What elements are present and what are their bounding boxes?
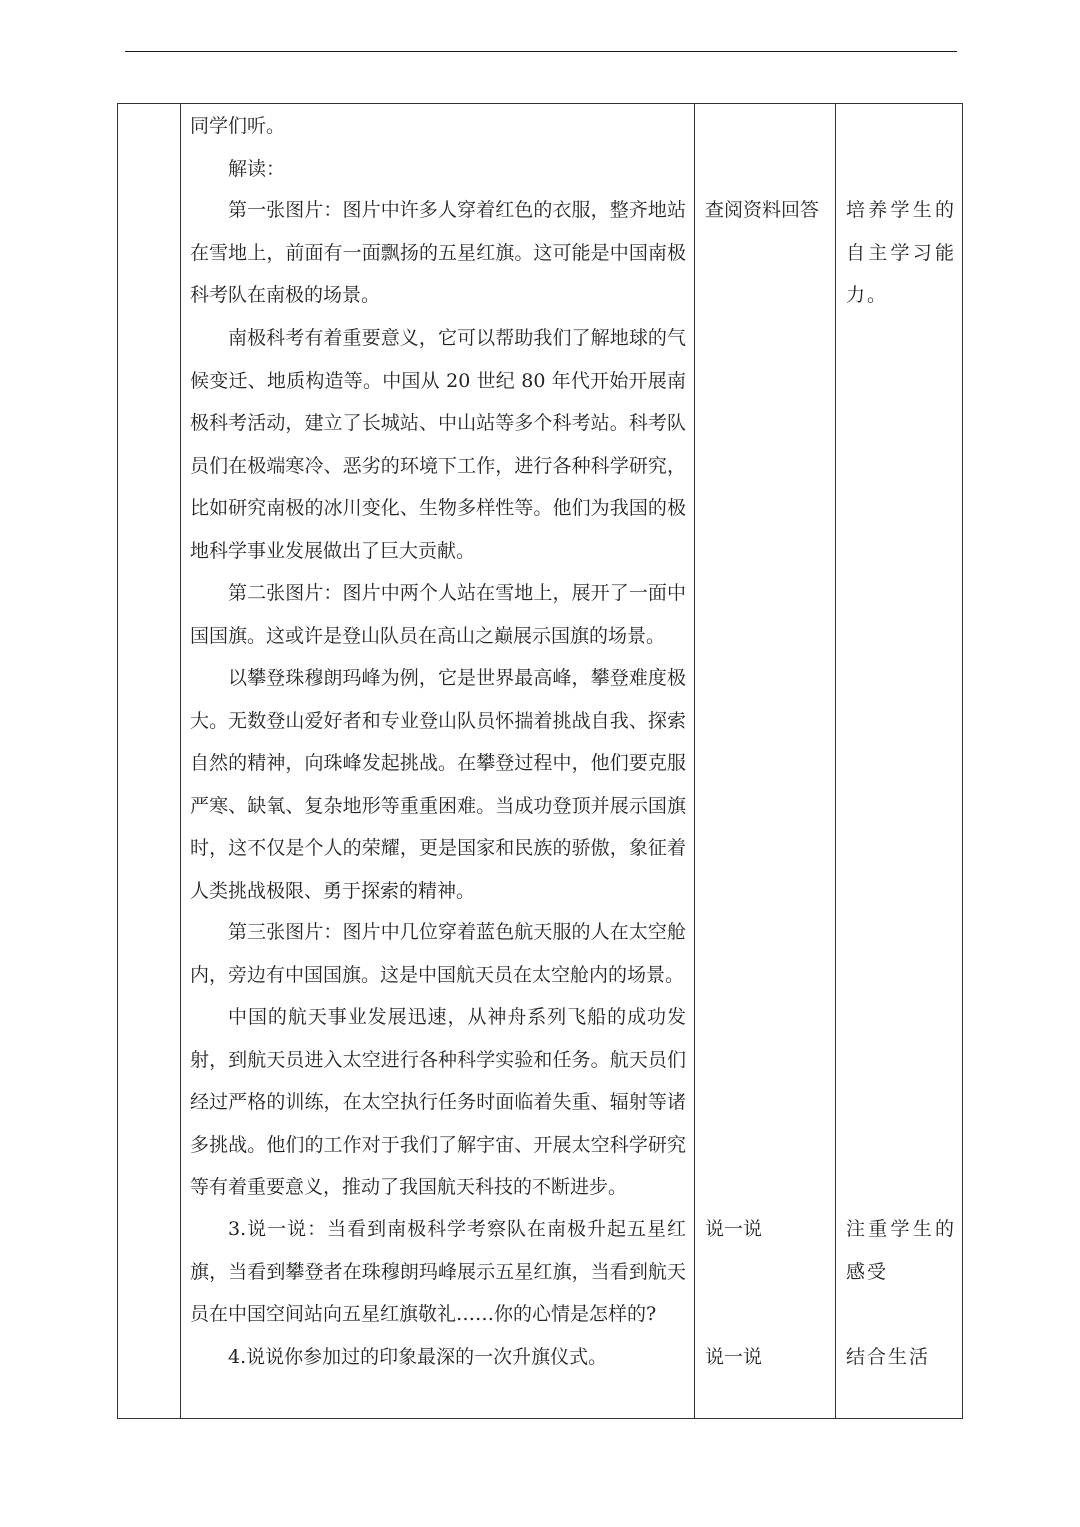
- student-activity-1: 查阅资料回答: [705, 199, 820, 221]
- design-intent-3: 结合生活: [846, 1346, 931, 1368]
- paragraph-picture-2: 第二张图片：图片中两个人站在雪地上，展开了一面中国国旗。这或许是登山队员在高山之巅展示国旗的场景。: [190, 582, 686, 647]
- column-divider-2: [694, 104, 695, 1418]
- paragraph-picture-3: 第三张图片：图片中几位穿着蓝色航天服的人在太空舱内，旁边有中国国旗。这是中国航天员在太空舱内的场景。: [190, 921, 686, 986]
- column-divider-1: [180, 104, 181, 1418]
- design-intent-1: 培养学生的自主学习能力。: [846, 199, 956, 307]
- paragraph-space-program: 中国的航天事业发展迅速，从神舟系列飞船的成功发射，到航天员进入太空进行各种科学实验和任务。航天员们经过严格的训练，在太空执行任务时面临着失重、辐射等诸多挑战。他们的工作对于我们了解宇宙、开展太空科学研究等有着重要意义，推动了我国航天科技的不断进步。: [190, 1006, 686, 1199]
- paragraph-antarctic-research: 南极科考有着重要意义，它可以帮助我们了解地球的气候变迁、地质构造等。中国从 20 世纪 80 年代开始开展南极科考活动，建立了长城站、中山站等多个科考站。科考队员们在极端寒冷、恶劣的环境下工作，进行各种科学研究，比如研究南极的冰川变化、生物多样性等。他们为我国的极地科学事业发展做出了巨大贡献。: [190, 327, 686, 562]
- paragraph-question-3: 3.说一说：当看到南极科学考察队在南极升起五星红旗，当看到攀登者在珠穆朗玛峰展示五星红旗，当看到航天员在中国空间站向五星红旗敬礼……你的心情是怎样的?: [190, 1218, 686, 1326]
- paragraph-everest: 以攀登珠穆朗玛峰为例，它是世界最高峰，攀登难度极大。无数登山爱好者和专业登山队员怀揣着挑战自我、探索自然的精神，向珠峰发起挑战。在攀登过程中，他们要克服严寒、缺氧、复杂地形等重重困难。当成功登顶并展示国旗时，这不仅是个人的荣耀，更是国家和民族的骄傲，象征着人类挑战极限、勇于探索的精神。: [190, 667, 686, 902]
- column-divider-3: [835, 104, 836, 1418]
- paragraph-question-4: 4.说说你参加过的印象最深的一次升旗仪式。: [228, 1346, 608, 1368]
- student-activity-3: 说一说: [705, 1346, 763, 1368]
- paragraph-picture-1: 第一张图片：图片中许多人穿着红色的衣服，整齐地站在雪地上，前面有一面飘扬的五星红旗。这可能是中国南极科考队在南极的场景。: [190, 199, 686, 307]
- header-rule: [125, 51, 957, 52]
- student-activity-2: 说一说: [705, 1218, 763, 1240]
- design-intent-2: 注重学生的感受: [846, 1218, 956, 1283]
- paragraph-interpretation-heading: 解读：: [228, 158, 286, 180]
- paragraph-continued: 同学们听。: [190, 115, 286, 137]
